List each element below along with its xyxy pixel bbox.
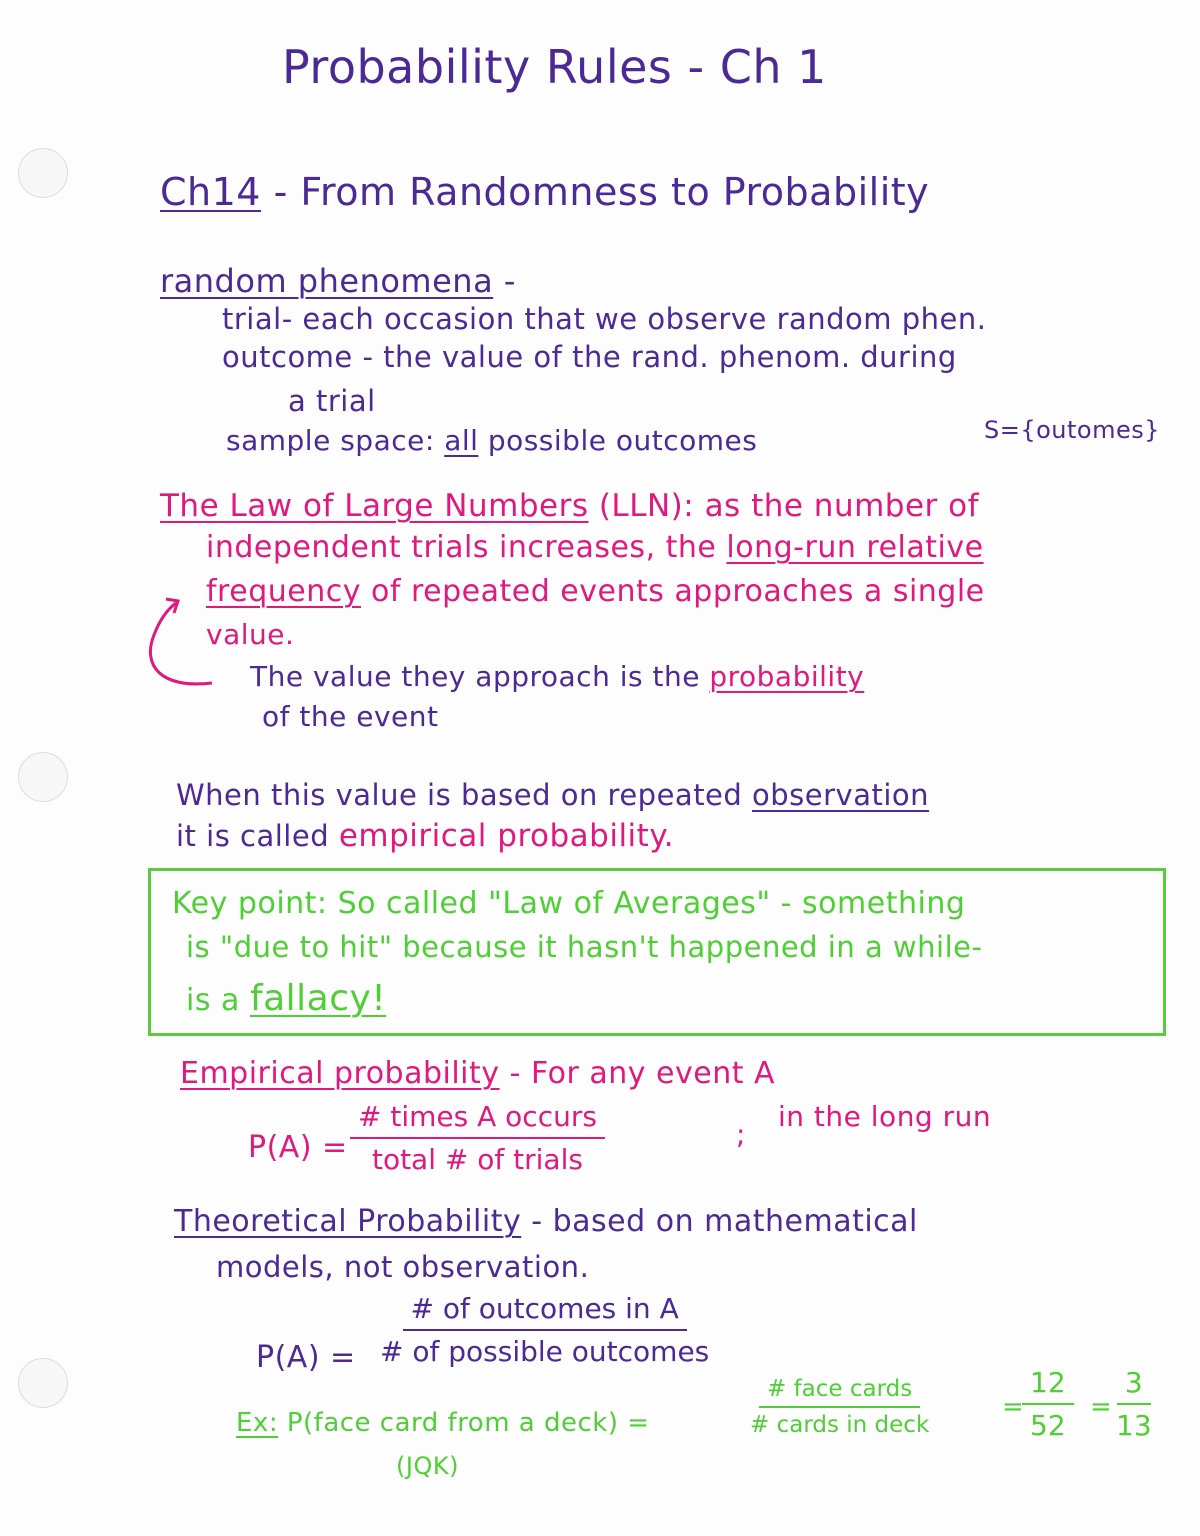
empirical-denominator: total # of trials — [371, 1143, 583, 1176]
empirical-note-term: empirical probability. — [338, 818, 675, 854]
chapter-dash: - — [260, 170, 301, 214]
example-fraction-3-numerator: 3 — [1117, 1366, 1151, 1405]
key-point-line1: Key point: So called "Law of Averages" - something — [172, 886, 966, 921]
lln-line2 — [206, 530, 984, 565]
theoretical-fraction — [372, 1292, 717, 1368]
example-denominator: # cards in deck — [750, 1412, 930, 1438]
outcome-line — [222, 340, 957, 374]
empirical-note-text: When this value is based on repeated — [176, 778, 743, 812]
trial-definition: - each occasion that we observe random phen. — [281, 302, 987, 336]
lln-probability: probability — [709, 660, 865, 693]
key-point-is-a: is a — [186, 983, 240, 1018]
lln-long-run-relative: long-run relative — [726, 530, 984, 565]
theoretical-definition: - based on mathematical — [531, 1204, 918, 1239]
empirical-semicolon: ; — [736, 1118, 746, 1151]
curved-arrow-icon — [140, 585, 220, 695]
theoretical-denominator: # of possible outcomes — [380, 1335, 710, 1368]
theoretical-lhs: P(A) = — [256, 1340, 356, 1375]
empirical-fraction — [350, 1100, 605, 1176]
lln-line3 — [206, 574, 985, 609]
empirical-definition: - For any event A — [509, 1056, 776, 1091]
example-fraction-3 — [1108, 1366, 1160, 1442]
sample-space-notation: S={outomes} — [984, 416, 1161, 444]
empirical-note-line1 — [176, 778, 929, 812]
example-fraction-2 — [1022, 1366, 1074, 1442]
example-fraction-3-denominator: 13 — [1116, 1409, 1152, 1442]
chapter-line — [160, 170, 929, 214]
chapter-name: From Randomness to Probability — [300, 170, 930, 214]
lln-line3-text: of repeated events approaches a single — [371, 574, 985, 609]
empirical-term: Empirical probability — [180, 1056, 500, 1091]
chapter-heading: Ch14 — [160, 170, 261, 214]
example-equals-2: = — [1090, 1392, 1113, 1422]
binder-hole-middle — [18, 752, 68, 802]
sample-space-term: sample space: — [226, 424, 435, 457]
lln-line1-text: as the number of — [704, 488, 980, 524]
sample-space-rest: possible outcomes — [487, 424, 758, 457]
lln-sub-line1-text: The value they approach is the — [250, 660, 700, 693]
example-fraction-2-numerator: 12 — [1022, 1366, 1074, 1405]
trial-term: trial — [222, 302, 282, 336]
lln-term: The Law of Large Numbers — [160, 488, 589, 524]
theoretical-numerator: # of outcomes in A — [403, 1292, 687, 1331]
key-point-fallacy: fallacy! — [249, 978, 387, 1019]
example-text: P(face card from a deck) = — [286, 1408, 650, 1438]
binder-hole-top — [18, 148, 68, 198]
example-label: Ex: — [236, 1408, 279, 1438]
trial-line — [222, 302, 987, 336]
lln-line4: value. — [206, 618, 295, 651]
lln-sub-line1 — [250, 660, 864, 693]
lln-abbr: (LLN): — [588, 488, 695, 524]
example-fraction-2-denominator: 52 — [1030, 1409, 1066, 1442]
example-equals-1: = — [1002, 1392, 1025, 1422]
sample-space-all: all — [444, 424, 479, 457]
empirical-note-observation: observation — [752, 778, 930, 812]
empirical-lhs: P(A) = — [248, 1130, 348, 1165]
random-phenomena-dash: - — [493, 262, 516, 300]
key-point-line3 — [186, 978, 386, 1019]
empirical-note-line2 — [176, 818, 674, 854]
empirical-line — [180, 1056, 775, 1091]
lln-line1 — [160, 488, 979, 524]
lln-sub-line2: of the event — [262, 700, 439, 733]
sample-space-line — [226, 424, 757, 457]
empirical-numerator: # times A occurs — [350, 1100, 605, 1139]
lln-frequency: frequency — [206, 574, 361, 609]
lln-line2-text: independent trials increases, the — [206, 530, 717, 565]
theoretical-term: Theoretical Probability — [174, 1204, 522, 1239]
theoretical-definition-cont: models, not observation. — [216, 1250, 590, 1284]
page-title: Probability Rules - Ch 1 — [282, 40, 827, 94]
random-phenomena-term: random phenomena — [160, 262, 494, 300]
empirical-note: in the long run — [778, 1100, 992, 1133]
empirical-note-called: it is called — [176, 819, 330, 853]
outcome-definition-cont: a trial — [288, 384, 376, 418]
random-phenomena-line — [160, 262, 516, 300]
outcome-term: outcome — [222, 340, 353, 374]
example-numerator: # face cards — [759, 1376, 920, 1408]
binder-hole-bottom — [18, 1358, 68, 1408]
example-line — [236, 1408, 650, 1438]
key-point-line2: is "due to hit" because it hasn't happened in a while- — [186, 930, 983, 964]
outcome-definition: - the value of the rand. phenom. during — [362, 340, 957, 374]
example-sub: (JQK) — [396, 1452, 459, 1480]
theoretical-line — [174, 1204, 918, 1239]
example-fraction — [742, 1376, 937, 1438]
